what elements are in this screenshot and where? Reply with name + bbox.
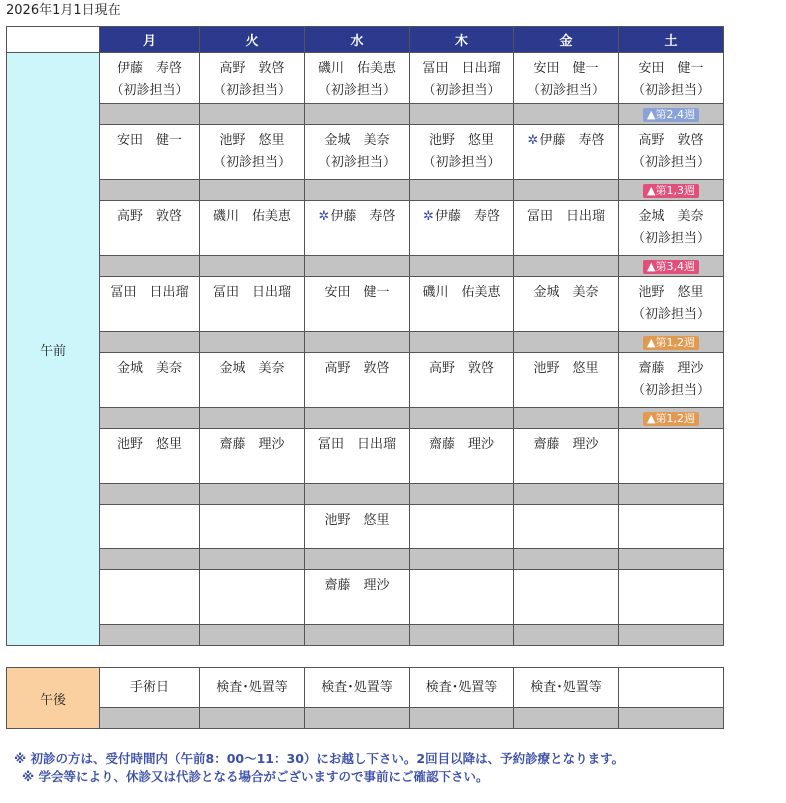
- schedule-cell: [514, 201, 619, 256]
- schedule-cell-footer: [410, 256, 514, 277]
- day-header-2: 水: [305, 27, 410, 53]
- schedule-cell: [619, 53, 724, 104]
- doctor-name-text: 磯川 佑美恵: [212, 209, 291, 224]
- schedule-cell: [200, 570, 305, 625]
- schedule-cell: [619, 353, 724, 408]
- doctor-name-text: 齋藤 理沙: [428, 437, 494, 452]
- am-schedule-table: [6, 26, 724, 646]
- schedule-cell-footer: [305, 332, 410, 353]
- doctor-name: [200, 201, 304, 228]
- schedule-cell-footer: [200, 180, 305, 201]
- doctor-name-text: 冨田 日出瑠: [110, 285, 189, 300]
- schedule-cell-footer: [619, 256, 724, 277]
- schedule-cell-footer: [619, 180, 724, 201]
- schedule-cell-footer: [619, 408, 724, 429]
- doctor-name: [200, 570, 304, 597]
- doctor-name-text: 伊藤 寿啓: [330, 209, 396, 224]
- schedule-cell-footer: [619, 708, 724, 729]
- schedule-cell: [410, 668, 514, 708]
- am-slot-footer-row: [7, 625, 724, 646]
- schedule-cell-footer: [305, 408, 410, 429]
- schedule-cell: [100, 353, 200, 408]
- schedule-cell-footer: [619, 549, 724, 570]
- am-slot-footer-row: [7, 180, 724, 201]
- doctor-name-text: 高野 敦啓: [324, 361, 390, 376]
- doctor-name: [410, 201, 513, 228]
- pm-slot-footer-row: [7, 708, 724, 729]
- schedule-cell: [305, 505, 410, 549]
- schedule-cell-footer: [200, 104, 305, 125]
- pm-activity: 検査･処置等: [530, 680, 602, 695]
- schedule-cell-footer: [100, 549, 200, 570]
- doctor-name: [410, 429, 513, 456]
- doctor-name: [305, 53, 409, 80]
- doctor-name-text: 池野 悠里: [428, 133, 494, 148]
- doctor-name: [410, 277, 513, 304]
- schedule-cell: [100, 125, 200, 180]
- schedule-cell-footer: [514, 180, 619, 201]
- asterisk-icon: ✲: [527, 133, 539, 148]
- doctor-name: [100, 125, 199, 152]
- doctor-name: [305, 125, 409, 152]
- schedule-cell-footer: [305, 180, 410, 201]
- schedule-cell: [410, 505, 514, 549]
- schedule-cell-footer: [100, 256, 200, 277]
- doctor-name-text: 安田 健一: [324, 285, 390, 300]
- schedule-cell: [100, 505, 200, 549]
- schedule-cell: [514, 570, 619, 625]
- schedule-cell: [200, 53, 305, 104]
- schedule-cell-footer: [100, 332, 200, 353]
- doctor-name: [619, 277, 723, 304]
- schedule-cell-footer: [410, 484, 514, 505]
- doctor-name: [619, 53, 723, 80]
- doctor-name: [619, 429, 723, 456]
- first-visit-note: （初診担当）: [631, 83, 710, 98]
- doctor-name: [619, 125, 723, 152]
- schedule-cell: [305, 201, 410, 256]
- schedule-cell: [410, 277, 514, 332]
- doctor-name-text: 伊藤 寿啓: [116, 61, 182, 76]
- am-slot-row: [7, 201, 724, 256]
- doctor-name: [514, 53, 618, 80]
- schedule-cell-footer: [200, 708, 305, 729]
- doctor-name: [100, 53, 199, 80]
- schedule-cell: [305, 570, 410, 625]
- am-slot-footer-row: [7, 256, 724, 277]
- doctor-name: [305, 277, 409, 304]
- schedule-cell: [410, 125, 514, 180]
- asterisk-icon: ✲: [318, 209, 330, 224]
- first-visit-note: （初診担当）: [212, 155, 291, 170]
- schedule-cell: [514, 53, 619, 104]
- doctor-name-text: 高野 敦啓: [638, 133, 704, 148]
- schedule-cell: [305, 125, 410, 180]
- schedule-cell-footer: [200, 625, 305, 646]
- schedule-cell: [619, 201, 724, 256]
- doctor-name: [200, 353, 304, 380]
- doctor-name: [410, 505, 513, 532]
- doctor-name: [619, 505, 723, 532]
- schedule-cell: [514, 125, 619, 180]
- schedule-cell-footer: [514, 256, 619, 277]
- schedule-cell: [619, 570, 724, 625]
- first-visit-note: （初診担当）: [212, 83, 291, 98]
- note-first-visit: ※ 初診の方は、受付時間内（午前8：00〜11：30）にお越し下さい。2回目以降は、予約診療となります。: [14, 751, 625, 766]
- doctor-name-text: 冨田 日出瑠: [526, 209, 605, 224]
- schedule-cell-footer: [410, 625, 514, 646]
- doctor-name: [200, 125, 304, 152]
- schedule-cell: [200, 277, 305, 332]
- doctor-name-text: 冨田 日出瑠: [422, 61, 501, 76]
- schedule-cell: [410, 53, 514, 104]
- week-badge: ▲第1,2週: [643, 336, 699, 350]
- schedule-cell: [100, 53, 200, 104]
- schedule-cell-footer: [619, 332, 724, 353]
- doctor-name-text: 安田 健一: [638, 61, 704, 76]
- schedule-cell-footer: [305, 256, 410, 277]
- doctor-name-text: 金城 美奈: [324, 133, 390, 148]
- schedule-cell: [200, 668, 305, 708]
- schedule-cell: [619, 668, 724, 708]
- schedule-cell-footer: [100, 104, 200, 125]
- schedule-cell: [305, 353, 410, 408]
- doctor-name: [410, 53, 513, 80]
- notes: [14, 750, 624, 786]
- first-visit-note: （初診担当）: [631, 307, 710, 322]
- schedule-cell: [100, 668, 200, 708]
- doctor-name: [410, 353, 513, 380]
- doctor-name-text: 池野 悠里: [324, 513, 390, 528]
- schedule-cell-footer: [410, 104, 514, 125]
- am-slot-row: [7, 125, 724, 180]
- as-of-date: 2026年1月1日現在: [6, 3, 121, 18]
- am-slot-footer-row: [7, 332, 724, 353]
- schedule-cell: [305, 668, 410, 708]
- schedule-cell: [514, 353, 619, 408]
- doctor-name-text: 齋藤 理沙: [638, 361, 704, 376]
- first-visit-note: （初診担当）: [631, 383, 710, 398]
- doctor-name-text: 伊藤 寿啓: [434, 209, 500, 224]
- doctor-name-text: 高野 敦啓: [219, 61, 285, 76]
- am-slot-row: [7, 277, 724, 332]
- schedule-cell-footer: [100, 708, 200, 729]
- week-badge: ▲第3,4週: [643, 260, 699, 274]
- doctor-name: [514, 429, 618, 456]
- am-slot-footer-row: [7, 549, 724, 570]
- schedule-cell: [514, 505, 619, 549]
- doctor-name-text: 池野 悠里: [533, 361, 599, 376]
- schedule-cell: [410, 353, 514, 408]
- schedule-cell-footer: [410, 408, 514, 429]
- schedule-cell: [200, 505, 305, 549]
- schedule-cell: [619, 277, 724, 332]
- doctor-name: [514, 201, 618, 228]
- schedule-cell: [100, 277, 200, 332]
- schedule-cell-footer: [100, 408, 200, 429]
- schedule-cell: [100, 429, 200, 484]
- doctor-name-text: 金城 美奈: [533, 285, 599, 300]
- doctor-name: [619, 353, 723, 380]
- schedule-cell: [200, 125, 305, 180]
- doctor-name-text: 齋藤 理沙: [324, 578, 390, 593]
- doctor-name: [200, 505, 304, 532]
- am-slot-row: [7, 353, 724, 408]
- doctor-name-text: 池野 悠里: [219, 133, 285, 148]
- pm-activity: 検査･処置等: [321, 680, 393, 695]
- schedule-cell: [514, 429, 619, 484]
- schedule-cell-footer: [305, 549, 410, 570]
- schedule-cell-footer: [410, 708, 514, 729]
- period-label-pm: 午後: [7, 668, 100, 729]
- day-header-4: 金: [514, 27, 619, 53]
- doctor-name: [305, 429, 409, 456]
- doctor-name: [100, 570, 199, 597]
- doctor-name-text: 齋藤 理沙: [219, 437, 285, 452]
- asterisk-icon: ✲: [423, 209, 434, 224]
- period-label-am: 午前: [7, 53, 100, 646]
- schedule-cell: [100, 201, 200, 256]
- doctor-name-text: 冨田 日出瑠: [212, 285, 291, 300]
- doctor-name-text: 安田 健一: [533, 61, 599, 76]
- doctor-name: [514, 277, 618, 304]
- schedule-cell-footer: [410, 180, 514, 201]
- schedule-cell-footer: [305, 484, 410, 505]
- schedule-cell: [100, 570, 200, 625]
- schedule-cell: [619, 505, 724, 549]
- am-slot-row: [7, 570, 724, 625]
- pm-activity: [619, 668, 723, 699]
- doctor-name: [305, 505, 409, 532]
- doctor-name: [100, 201, 199, 228]
- pm-schedule-table: [6, 667, 724, 729]
- schedule-cell-footer: [514, 625, 619, 646]
- doctor-name-text: 冨田 日出瑠: [317, 437, 396, 452]
- doctor-name: [514, 505, 618, 532]
- schedule-cell-footer: [200, 484, 305, 505]
- doctor-name-text: 高野 敦啓: [428, 361, 494, 376]
- doctor-name: [100, 277, 199, 304]
- schedule-cell-footer: [514, 708, 619, 729]
- doctor-name: [410, 125, 513, 152]
- week-badge: ▲第2,4週: [643, 108, 699, 122]
- pm-activity: 検査･処置等: [216, 680, 288, 695]
- schedule-cell: [619, 125, 724, 180]
- schedule-cell-footer: [305, 708, 410, 729]
- first-visit-note: （初診担当）: [422, 83, 501, 98]
- doctor-name: [200, 429, 304, 456]
- schedule-cell-footer: [305, 625, 410, 646]
- am-slot-row: [7, 53, 724, 104]
- am-slot-footer-row: [7, 484, 724, 505]
- day-header-3: 木: [410, 27, 514, 53]
- schedule-cell-footer: [100, 484, 200, 505]
- header-blank-cell: [7, 27, 100, 53]
- schedule-cell-footer: [100, 180, 200, 201]
- doctor-name-text: 金城 美奈: [638, 209, 704, 224]
- doctor-name-text: 高野 敦啓: [116, 209, 182, 224]
- doctor-name: [514, 125, 618, 152]
- schedule-cell-footer: [200, 332, 305, 353]
- schedule-cell-footer: [619, 484, 724, 505]
- schedule-cell: [619, 429, 724, 484]
- note-cancellation: ※ 学会等により、休診又は代診となる場合がございますので事前にご確認下さい。: [22, 769, 489, 784]
- schedule-cell-footer: [100, 625, 200, 646]
- doctor-name: [514, 353, 618, 380]
- schedule-cell-footer: [410, 549, 514, 570]
- doctor-name: [305, 353, 409, 380]
- schedule-cell: [410, 201, 514, 256]
- doctor-name-text: 伊藤 寿啓: [539, 133, 605, 148]
- first-visit-note: （初診担当）: [317, 83, 396, 98]
- pm-activity: 検査･処置等: [425, 680, 498, 695]
- am-slot-row: [7, 429, 724, 484]
- schedule-cell: [410, 570, 514, 625]
- day-header-5: 土: [619, 27, 724, 53]
- doctor-name: [619, 570, 723, 597]
- schedule-cell: [305, 277, 410, 332]
- schedule-cell: [305, 429, 410, 484]
- am-slot-footer-row: [7, 104, 724, 125]
- schedule-cell: [514, 277, 619, 332]
- doctor-name-text: 磯川 佑美恵: [317, 61, 396, 76]
- doctor-name: [200, 53, 304, 80]
- day-header-1: 火: [200, 27, 305, 53]
- first-visit-note: （初診担当）: [317, 155, 396, 170]
- schedule-cell-footer: [619, 104, 724, 125]
- doctor-name: [100, 505, 199, 532]
- doctor-name-text: 齋藤 理沙: [533, 437, 599, 452]
- schedule-cell: [200, 353, 305, 408]
- first-visit-note: （初診担当）: [110, 83, 189, 98]
- pm-slot-row: [7, 668, 724, 708]
- doctor-name: [514, 570, 618, 597]
- schedule-cell: [514, 668, 619, 708]
- first-visit-note: （初診担当）: [631, 231, 710, 246]
- am-slot-row: [7, 505, 724, 549]
- first-visit-note: （初診担当）: [526, 83, 605, 98]
- schedule-cell: [305, 53, 410, 104]
- schedule-cell-footer: [514, 408, 619, 429]
- doctor-name-text: 磯川 佑美恵: [422, 285, 501, 300]
- doctor-name: [410, 570, 513, 597]
- pm-activity: 手術日: [129, 680, 169, 695]
- schedule-cell: [200, 201, 305, 256]
- doctor-name: [200, 277, 304, 304]
- doctor-name: [100, 429, 199, 456]
- week-badge: ▲第1,2週: [643, 412, 699, 426]
- day-header-0: 月: [100, 27, 200, 53]
- schedule-cell-footer: [514, 332, 619, 353]
- doctor-name-text: 安田 健一: [116, 133, 182, 148]
- doctor-name-text: 池野 悠里: [116, 437, 182, 452]
- schedule-cell-footer: [514, 104, 619, 125]
- doctor-name-text: 金城 美奈: [116, 361, 182, 376]
- doctor-name: [305, 570, 409, 597]
- schedule-cell-footer: [200, 549, 305, 570]
- schedule-cell-footer: [200, 256, 305, 277]
- schedule-cell-footer: [410, 332, 514, 353]
- doctor-name: [619, 201, 723, 228]
- schedule-cell-footer: [514, 484, 619, 505]
- doctor-name: [100, 353, 199, 380]
- schedule-cell: [410, 429, 514, 484]
- first-visit-note: （初診担当）: [422, 155, 501, 170]
- am-slot-footer-row: [7, 408, 724, 429]
- schedule-cell-footer: [200, 408, 305, 429]
- doctor-name-text: 金城 美奈: [219, 361, 285, 376]
- schedule-cell-footer: [514, 549, 619, 570]
- first-visit-note: （初診担当）: [631, 155, 710, 170]
- week-badge: ▲第1,3週: [643, 184, 699, 198]
- doctor-name-text: 池野 悠里: [638, 285, 704, 300]
- schedule-cell: [200, 429, 305, 484]
- schedule-cell-footer: [305, 104, 410, 125]
- schedule-cell-footer: [619, 625, 724, 646]
- doctor-name: [305, 201, 409, 228]
